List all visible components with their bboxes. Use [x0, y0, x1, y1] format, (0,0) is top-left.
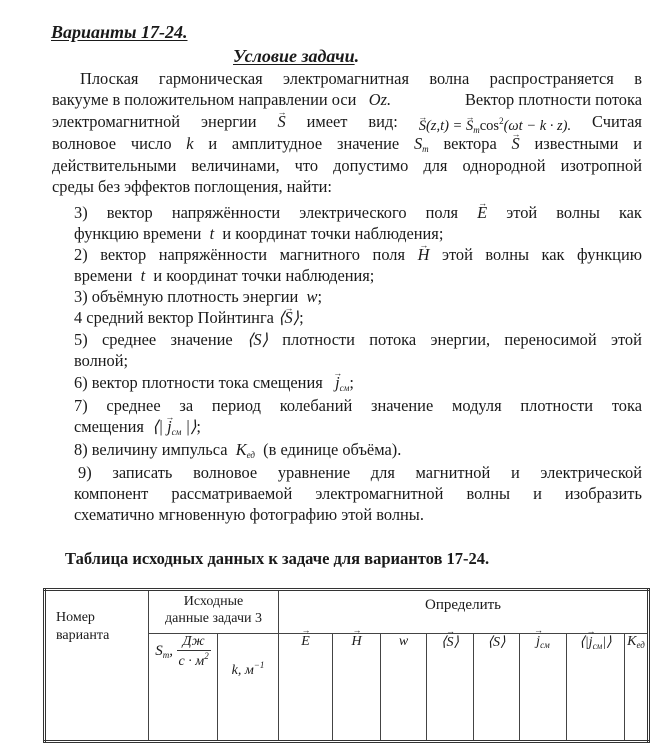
- word: 5): [74, 330, 88, 349]
- condition-title: [233, 46, 359, 67]
- word: этой: [610, 330, 642, 349]
- word: вид:: [368, 112, 398, 131]
- word: значение: [336, 134, 400, 153]
- variants-title: Варианты 17-24.: [51, 22, 188, 42]
- table-header-row-top: [45, 590, 649, 634]
- word: вектор: [106, 203, 153, 222]
- word: электромагнитной: [52, 112, 181, 131]
- word: известными: [534, 134, 619, 153]
- sym: S: [155, 643, 163, 660]
- text: 4 средний вектор Пойнтинга: [74, 308, 274, 327]
- word: магнитной: [415, 463, 491, 482]
- word: и: [533, 484, 542, 503]
- axis-symbol: Oz.: [368, 90, 392, 109]
- word: переносимой: [504, 330, 597, 349]
- text: 3) объёмную плотность энергии: [74, 287, 299, 306]
- sym: S: [493, 635, 500, 650]
- text: ;: [317, 287, 323, 306]
- task-item-e-line1: [74, 202, 642, 223]
- sym-sub: см: [339, 383, 350, 393]
- vector-s-symbol: → S: [512, 133, 520, 160]
- text: и координат точки наблюдения;: [222, 224, 444, 243]
- header-sm: $S_m$, $\frac{Дж}{с \cdot м^2}$: [149, 634, 218, 742]
- word: 9): [78, 463, 92, 482]
- text: и координат точки наблюдения;: [153, 266, 375, 285]
- word: вектор: [100, 245, 147, 264]
- header-determine-group: Определить: [279, 590, 649, 634]
- word: плотности: [520, 396, 594, 415]
- energy-density-symbol: w: [398, 634, 409, 649]
- header-text: Исходные: [183, 594, 244, 609]
- task-item-mean-s-line1: [74, 329, 642, 350]
- word: для: [370, 463, 395, 482]
- word: 3): [74, 203, 88, 222]
- text: 8) величину импульса: [74, 440, 228, 459]
- sym: → j: [335, 372, 340, 393]
- formula-sup: 2: [499, 116, 504, 126]
- sym: → j: [167, 416, 172, 437]
- text: (в единице объёма).: [263, 440, 402, 459]
- word: распространяется: [489, 69, 614, 88]
- header-e: [279, 634, 333, 742]
- word: магнитного: [279, 245, 361, 264]
- word: волна: [429, 69, 470, 88]
- sym: K: [235, 440, 247, 459]
- displacement-current-symbol: [335, 373, 349, 392]
- word: этой: [441, 245, 473, 264]
- vector-e-symbol: → E: [477, 202, 487, 223]
- header-jcm: [520, 634, 567, 742]
- word: величинами,: [191, 156, 280, 175]
- task-item-h-line1: [74, 244, 642, 265]
- intro-line-6: среды без эффектов поглощения, найти:: [52, 177, 332, 196]
- word: значение: [371, 396, 434, 415]
- word: что: [294, 156, 319, 175]
- time-symbol: t: [140, 266, 146, 285]
- word: уравнение: [277, 463, 351, 482]
- sym: → j: [589, 635, 593, 651]
- word: колебаний: [279, 396, 353, 415]
- condition-title-text: Условие задачи: [233, 46, 355, 66]
- task-item-mean-s-line2: волной;: [74, 351, 129, 370]
- text: времени: [74, 266, 133, 285]
- mean-abs-jcm-symbol: ⟨| → $j_{см}$ |⟩: [152, 417, 196, 436]
- header-text: данные задачи 3: [165, 611, 262, 626]
- sym: S: [253, 330, 262, 349]
- word: период: [211, 396, 261, 415]
- vector-h-symbol: → H: [351, 634, 361, 650]
- task-list: [74, 202, 642, 532]
- frac-num: Дж: [177, 634, 211, 651]
- word: среднее: [101, 330, 157, 349]
- sym: K: [627, 634, 637, 649]
- header-variant-number: [45, 590, 149, 742]
- condition-title-period: .: [354, 46, 360, 66]
- header-mean-s: ⟨S⟩: [474, 634, 520, 742]
- task-item-wave-eq-line1: [78, 462, 642, 483]
- sym-sup: −1: [253, 660, 265, 670]
- word: и: [633, 134, 642, 153]
- word: записать: [112, 463, 173, 482]
- text: 6) вектор плотности тока смещения: [74, 373, 323, 392]
- text: вакууме в положительном направлении оси: [52, 90, 357, 109]
- word: за: [179, 396, 194, 415]
- word: для: [423, 156, 448, 175]
- header-k-ed: [625, 634, 649, 742]
- word: напряжённости: [171, 203, 281, 222]
- word: волны: [556, 203, 600, 222]
- word: однородной: [462, 156, 546, 175]
- sm-unit-fraction: [177, 634, 211, 670]
- momentum-symbol: [236, 440, 255, 459]
- word: и: [510, 463, 520, 482]
- word: электрической: [540, 463, 642, 482]
- sym: S: [413, 134, 423, 153]
- word: как: [618, 203, 642, 222]
- word: компонент: [74, 484, 149, 503]
- formula-arg: (ωt − k · z).: [503, 118, 572, 134]
- vector-h-symbol: → H: [418, 244, 430, 265]
- intro-line-2: [52, 89, 642, 110]
- header-h: [333, 634, 381, 742]
- word: как: [541, 245, 565, 264]
- word: тока: [611, 396, 642, 415]
- header-mean-poynting: ⟨→ S⟩: [427, 634, 474, 742]
- word: электромагнитной: [315, 484, 444, 503]
- sym-sub: см: [592, 641, 603, 651]
- poynting-formula: → S(z,t) = → $S_m\cos^2(\omega t - k \cdot z)$.: [419, 111, 571, 141]
- sym: → S: [447, 635, 454, 651]
- word: волновое: [52, 134, 117, 153]
- task-item-poynting: [74, 307, 642, 328]
- sym-sub: ед: [246, 450, 255, 460]
- sym-sub: см: [540, 640, 550, 650]
- word: и: [208, 134, 218, 153]
- word: электрического: [299, 203, 407, 222]
- mean-s-symbol: ⟨S⟩: [246, 330, 268, 349]
- text: смещения: [74, 417, 144, 436]
- task-item-wave-eq-line2: [74, 483, 642, 504]
- word: волны: [485, 245, 529, 264]
- sym-sub: m: [422, 144, 429, 154]
- word: функцию: [577, 245, 642, 264]
- task-item-wave-eq-line3: схематично мгновенную фотографию этой волны.: [74, 505, 424, 524]
- header-text: Номер: [56, 610, 95, 625]
- text: функцию времени: [74, 224, 202, 243]
- word: поля: [425, 203, 459, 222]
- task-item-e-line2: [74, 223, 642, 244]
- wavenumber-symbol: k: [186, 134, 194, 153]
- time-symbol: t: [209, 224, 215, 243]
- word: изобразить: [564, 484, 642, 503]
- word: значение: [170, 330, 233, 349]
- energy-density-symbol: w: [306, 287, 318, 306]
- word: волновое: [193, 463, 258, 482]
- sym-sub: m: [162, 650, 170, 661]
- text: ;: [349, 373, 354, 392]
- word: потока: [369, 330, 417, 349]
- word: поля: [372, 245, 406, 264]
- problem-intro: [52, 68, 642, 198]
- text: ;: [299, 308, 304, 327]
- task-item-mean-jcm-line1: [74, 395, 642, 416]
- frac-den: с · м: [178, 654, 205, 669]
- word: напряжённости: [158, 245, 268, 264]
- header-input-data-group: [149, 590, 279, 634]
- word: энергии: [201, 112, 257, 131]
- intro-line-1: [80, 68, 642, 89]
- sym-sub: ед: [636, 640, 645, 650]
- word: этой: [506, 203, 538, 222]
- formula-sub: m: [473, 125, 480, 135]
- word: электромагнитная: [283, 69, 409, 88]
- formula-cos: cos: [479, 118, 500, 134]
- word: Считая: [592, 112, 642, 131]
- word: имеет: [306, 112, 348, 131]
- text: ;: [196, 417, 201, 436]
- word: среднее: [106, 396, 161, 415]
- sym: → j: [536, 634, 540, 650]
- word: гармоническая: [158, 69, 263, 88]
- word: рассматриваемой: [171, 484, 293, 503]
- sym-sub: см: [171, 427, 182, 437]
- input-data-table: [43, 588, 650, 743]
- vector-e-symbol: → E: [301, 634, 310, 650]
- header-text: варианта: [56, 628, 110, 643]
- word: волны: [466, 484, 511, 503]
- task-item-w: [74, 286, 642, 307]
- header-k: [218, 634, 279, 742]
- intro-line-5: [52, 155, 642, 176]
- vector-s-symbol: → S: [277, 111, 285, 141]
- sym: → S: [284, 307, 292, 328]
- word: действительными: [52, 156, 177, 175]
- word: изотропной: [560, 156, 642, 175]
- word: модуля: [451, 396, 502, 415]
- header-w: [381, 634, 427, 742]
- text: Вектор плотности потока: [464, 90, 642, 109]
- sym: k, м: [231, 663, 254, 678]
- task-item-h-line2: [74, 265, 642, 286]
- word: вектора: [443, 134, 497, 153]
- word: Плоская: [80, 69, 139, 88]
- frac-sup: 2: [204, 651, 209, 661]
- word: допустимо: [333, 156, 409, 175]
- word: плотности: [282, 330, 355, 349]
- table-title: Таблица исходных данных к задаче для вариантов 17-24.: [65, 549, 490, 568]
- word: амплитудное: [231, 134, 323, 153]
- word: 7): [74, 396, 88, 415]
- header-mean-abs-jcm: ⟨|→ $j_{см}|⟩$: [567, 634, 625, 742]
- word: число: [130, 134, 172, 153]
- word: энергии,: [430, 330, 491, 349]
- mean-poynting-symbol: ⟨→ S⟩: [278, 308, 299, 327]
- word: в: [634, 69, 642, 88]
- word: 2): [74, 245, 88, 264]
